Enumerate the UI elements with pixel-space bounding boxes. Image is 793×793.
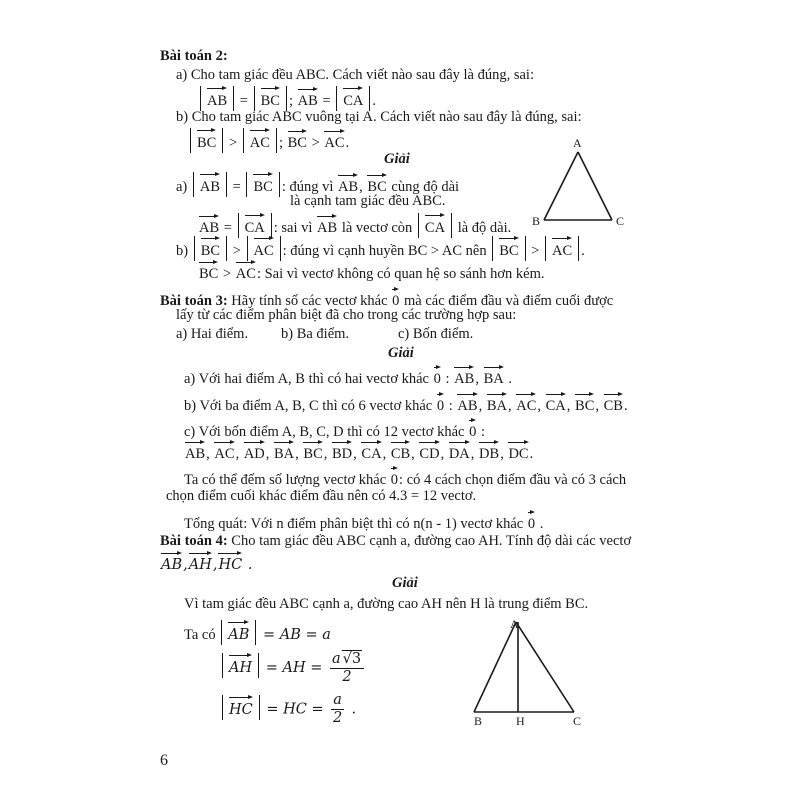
problem-2-a-text: a) Cho tam giác đều ABC. Cách viết nào sau đây là đúng, sai: <box>176 67 534 83</box>
problem-4-answer-ah: AH = AH = $\frac{a √3}{2}$ <box>220 650 367 686</box>
problem-3-option-a: a) Hai điểm. <box>176 326 249 342</box>
problem-3-answer-c: c) Với bốn điểm A, B, C, D thì có 12 vectơ khác 0 : <box>184 418 485 441</box>
problem-4-question-vectors: AB,AH,HC . <box>160 551 252 574</box>
problem-3-question-line1: Bài toán 3: Hãy tính số các vectơ khác 0 mà các điểm đầu và điểm cuối được <box>160 287 613 310</box>
equilateral-triangle-diagram <box>540 148 620 228</box>
vector-item: DA <box>449 440 470 463</box>
triangle2-label-a: A <box>510 617 519 631</box>
triangle2-label-h: H <box>516 714 525 728</box>
problem-3-general: Tổng quát: Với n điểm phân biệt thì có n(n - 1) vectơ khác 0 . <box>184 510 543 533</box>
problem-3-option-b: b) Ba điểm. <box>281 326 350 342</box>
problem-2-solution-heading: Giải <box>384 151 410 167</box>
problem-3-vector-list: AB, AC, AD, BA, BC, BD, CA, CB, CD, DA, DB, DC. <box>184 440 533 463</box>
problem-3-answer-b: b) Với ba điểm A, B, C thì có 6 vectơ khác 0 : AB, BA, AC, CA, BC, CB. <box>184 392 628 415</box>
vector-item: DB <box>479 440 499 463</box>
problem-3-answer-a: a) Với hai điểm A, B thì có hai vectơ khác 0 : AB, BA . <box>184 365 512 388</box>
triangle2-label-b: B <box>474 714 483 728</box>
problem-2-title: Bài toán 2: <box>160 48 228 64</box>
vector-item: DC <box>508 440 528 463</box>
problem-2-solution-a-line2: là cạnh tam giác đều ABC. <box>290 193 446 209</box>
triangle1-label-b: B <box>532 214 541 228</box>
vector-item: BA <box>274 440 294 463</box>
problem-2-solution-a-line3: AB = CA : sai vì AB là vectơ còn CA là độ dài. <box>198 213 511 238</box>
problem-2-b-expressions: BC > AC ; BC > AC. <box>188 128 349 153</box>
vector-item: CB <box>391 440 410 463</box>
problem-2-solution-b-line2: BC > AC: Sai vì vectơ không có quan hệ so sánh hơn kém. <box>198 260 545 283</box>
problem-2-solution-b-line1: b) BC > AC : đúng vì cạnh huyền BC > AC nên BC > AC . <box>176 236 585 261</box>
problem-4-question-line1: Bài toán 4: Cho tam giác đều ABC cạnh a, đường cao AH. Tính độ dài các vectơ <box>160 533 632 549</box>
vector-item: BD <box>332 440 352 463</box>
problem-2-solution-a-line1: a) AB = BC : đúng vì AB, BC cùng độ dài <box>176 172 459 197</box>
problem-2-a-expressions: AB = BC ; AB = CA . <box>198 86 376 111</box>
triangle1-label-a: A <box>573 136 582 150</box>
problem-4-solution-heading: Giải <box>392 575 418 591</box>
problem-3-count-line1: Ta có thể đếm số lượng vectơ khác 0: có 4 cách chọn điểm đầu và có 3 cách <box>184 466 626 489</box>
page-number: 6 <box>160 752 168 769</box>
problem-2-b-text: b) Cho tam giác ABC vuông tại A. Cách viết nào sau đây là đúng, sai: <box>176 109 582 125</box>
triangle-with-altitude-diagram <box>466 618 586 718</box>
triangle1-label-c: C <box>616 214 625 228</box>
vector-item: AB <box>185 440 205 463</box>
problem-3-option-c: c) Bốn điểm. <box>398 326 474 342</box>
vector-item: BC <box>303 440 322 463</box>
problem-2-question-a <box>160 47 228 65</box>
vector-item: CD <box>419 440 439 463</box>
problem-4-title: Bài toán 4: <box>160 533 228 549</box>
vector-item: AC <box>214 440 234 463</box>
problem-4-answer-hc: HC = HC = $\frac{a}{2}$ . <box>220 692 356 727</box>
problem-3-solution-heading: Giải <box>388 345 414 361</box>
problem-4-answer-ab: Ta có AB = AB = a <box>184 620 331 645</box>
vector-item: CA <box>361 440 381 463</box>
vector-item: AD <box>244 440 265 463</box>
problem-3-count-line2: chọn điểm cuối khác điểm đầu nên có 4.3 = 12 vectơ. <box>166 488 477 504</box>
problem-4-answer-line1: Vì tam giác đều ABC cạnh a, đường cao AH nên H là trung điểm BC. <box>184 596 589 612</box>
triangle2-label-c: C <box>573 714 582 728</box>
problem-3-question-line2: lấy từ các điểm phân biệt đã cho trong các trường hợp sau: <box>176 307 517 323</box>
problem-3-title: Bài toán 3: <box>160 293 228 309</box>
